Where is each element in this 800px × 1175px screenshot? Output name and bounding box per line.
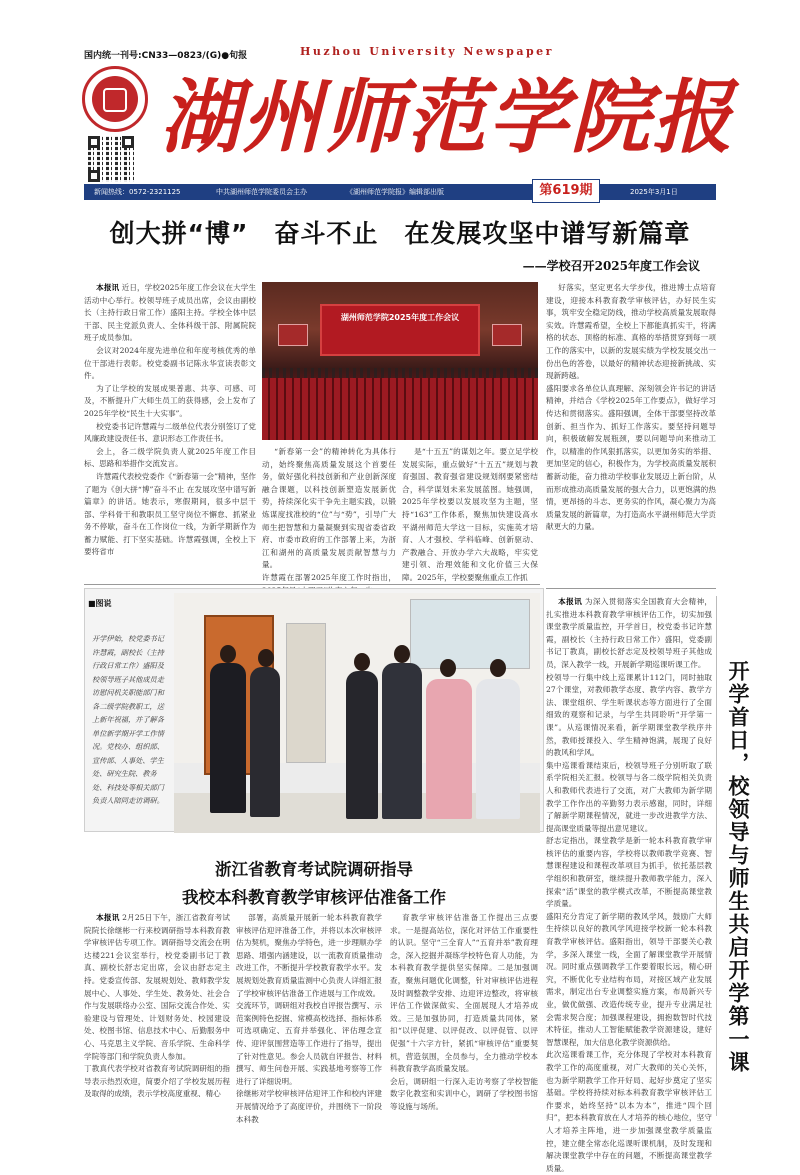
- paragraph: 许慧霞代表校党委作《“新春第一会”精神，坚作了题为《创大拼“博”奋斗不止 在发展攻坚中谱写新篇章》的讲话。她表示，寒假期间，很多中层干部、学科骨干和教职员工坚守岗位不懈怠、抓紧业务不停歇，奋斗在工作岗位一线，为新学期新作为蓄力赋能、打下坚实基础。许慧霞强调，全校上下要将省市: [84, 471, 256, 557]
- person: [346, 671, 378, 819]
- stage-banner: [320, 304, 480, 356]
- paragraph: 会上，各二级学院负责人就2025年度工作目标、思路和举措作交流发言。: [84, 446, 256, 469]
- person-head: [220, 645, 236, 663]
- person-head: [354, 653, 370, 671]
- qr-code-icon[interactable]: [88, 136, 134, 182]
- article1-col4: 好落实，坚定更名大学步伐，推进博士点培育建设，迎接本科教育教学审核评估，办好民生实事，筑牢安全稳定防线，推动学校高质量发展取得实效。许慧霞希望，全校上下都能真抓实干，将满格的状态、顶格的标准、真格的举措贯穿到每一项工作的落实中，以新的发展实绩为学校发展交出一份出色的答卷，以最好的精神状态迎接新挑战、实现新跨越。 盛阳要求各单位认真理解、深刻领会许书记的讲话精神，并结合《学校2025年工作要点》，做好学习传达和贯彻落实。盛阳强调，全体干部要坚持改革创新、担当作为、抓好工作落实。要坚持问题导向，积极破解发展瓶颈，要以问题导向来推动工作，以精准的作风狠抓落实，以更加务实的举措、更加坚定的信心，积极作为，为学校高质量发展积蓄新动能，奋力推动学校事业发展迈上新台阶，从而形成推动高质量发展的强大合力，以更饱满的热情，更昂扬的斗志、更务实的作风，凝心聚力为高质量发展的新篇章，为打造高水平湖州师范大学贡献更大的力量。: [546, 283, 716, 532]
- person: [382, 663, 422, 819]
- article1-col3: 是“十五五”的谋划之年。要立足学校发展实际，重点做好“十五五”规划与教育强国、教育强省建设规划纲要紧密结合，科学谋划未来发展蓝图。她强调，2025年学校要以发展攻坚为主题，坚持“163”工作体系，聚焦加快建设高水平湖州师范大学这一目标，实施英才培育、人才强校、学科临峰、创新驱动、产教融合、开放办学六大战略，牢实党建引领、治理效能和文化价值三大保障。2025年，学校要聚焦重点工作抓: [402, 447, 538, 582]
- issue-date: 2025年3月1日: [630, 188, 678, 196]
- divider: [716, 596, 717, 1116]
- auditorium-seats: [262, 378, 538, 440]
- article1-col2: “新春第一会”的精神转化为具体行动，始终聚焦高质量发展这个首要任务，做好强化科技创新和产业创新深度融合课题，以科技创新塑造发展新优势，持续深化实干争先主题实践，以锻炼谋度找准校的“位”与“势”，引导广大师生把智慧和力量凝聚到实现省委省政府、市委市政府的工作部署上来，为浙江和湖州的高质量发展贡献智慧与力量。 许慧霞在部署2025年度工作时指出，: [262, 447, 396, 582]
- window: [410, 599, 530, 669]
- newspaper-title: 湖州师范学院报: [160, 70, 734, 164]
- person: [476, 679, 520, 819]
- person: [250, 667, 280, 817]
- person-head: [394, 645, 410, 663]
- inner-door: [286, 623, 326, 763]
- divider: [84, 584, 540, 585]
- divider: [546, 588, 716, 589]
- visit-photo[interactable]: [174, 593, 540, 829]
- person-head: [258, 649, 274, 667]
- editor: 《湖州师范学院报》编辑部出版: [346, 188, 444, 196]
- lead-tag: 本报讯: [96, 913, 120, 922]
- paragraph: 会议对2024年度先进单位和年度考核优秀的单位干部进行表彰。校党委副书记陈永华宣读表彰文件。: [84, 345, 256, 381]
- paragraph: 为了让学校的发展成果普惠、共享、可感、可及，不断提升广大师生员工的获得感，会上发布了2025年学校“民生十大实事”。: [84, 383, 256, 418]
- lead-tag: 本报讯: [96, 283, 120, 292]
- hotline: 新闻热线：0572-2321125: [94, 188, 181, 196]
- screen-right: [492, 324, 522, 346]
- person: [210, 663, 246, 813]
- meeting-photo[interactable]: [262, 282, 538, 440]
- person-head: [440, 659, 456, 677]
- picture-section-label: ■图说: [88, 599, 112, 608]
- sponsor: 中共湖州师范学院委员会主办: [216, 188, 307, 196]
- paragraph: 校党委书记许慧霞与二级单位代表分别签订了党风廉政建设责任书、意识形态工作责任书。: [84, 421, 256, 444]
- picture-caption: 开学伊始，校党委书记许慧霞，副校长（主持行政日常工作）盛阳及校领导班子其他成员走访慰问机关职能部门和各二级学院教职工，送上新年祝福，并了解各单位新学期开学工作情况。党校办、组织部、宣传部、人事处、学生处、研究生院、教务处、科技处等相关部门负责人陪同走访调研。: [92, 634, 164, 805]
- article2-col2: 部署，高质量开展新一轮本科教育教学审核评估迎评准备工作，并将以本次审核评估为契机，聚焦办学特色，进一步理顺办学思路、增强内涵建设，以一流教育质量推动改进工作，不断提升学校教育教学水平。发展规划处教育质量监测中心负责人详细汇报了学校审核评估准备工作进展与工作成效。 交流环节，调研组对我校自评报告撰写、示范案例特色挖掘、常模高校选择、指标体系可选项确定、五育并举强化、评估理念宣传、迎评氛围营造等工作进行了指导，提出了针对性意见。参会人员就自评报告、材料撰写、师生问卷开展、实践基地考察等工作进行了详细说明。 徐继彬对学校审核评估迎评工作和校内评建开展情况给予了高度评价，并围绕下一阶段本科教: [236, 913, 382, 1124]
- headline-2-line1[interactable]: 浙江省教育考试院调研指导: [215, 860, 413, 879]
- vertical-headline[interactable]: 开学首日，校领导与师生共启开学第一课: [726, 660, 750, 1074]
- english-title: Huzhou University Newspaper: [300, 45, 554, 58]
- info-bar: [84, 184, 716, 200]
- article2-col1: [84, 912, 230, 1116]
- issn-label: 国内统一刊号:CN33—0823/(G)●旬报: [84, 51, 248, 61]
- headline-main[interactable]: 创大拼“博” 奋斗不止 在发展攻坚中谱写新篇章: [109, 219, 691, 248]
- article3-body: [546, 596, 713, 1173]
- article2-col3: 育教学审核评估准备工作提出三点要求。一是提高站位，深化对评估工作重要性的认识。坚守“三全育人”“五育并举”教育理念，深入挖掘并凝练学校特色育人功能，为本科教育教学提供坚实保障。二是加强调查，聚焦问题优化调整，针对审核评估进程及时调整教学安排、边迎评边整改，将审核评估工作做深做实、全面展现人才培养成效。三是加强协同，打造质量共同体，紧扣“以评促建、以评促改、以评促管、以评促强”十六字方针，紧抓“审核评估”重要契机，营造氛围，全员参与，全力推动学校本科教育教学高质量发展。 会后，调研组一行深入走访考察了学校智能数字化教室和实训中心，调研了学校图书馆等设施与场所。: [390, 913, 538, 1111]
- subheadline-main: ——学校召开2025年度工作会议: [522, 259, 700, 273]
- paragraph: 近日，学校2025年度工作会议在大学生活动中心举行。校领导班子成员出席，会议由副校长（主持行政日常工作）盛阳主持。学校全体中层干部、民主党派负责人、全体科级干部、附属院院班子成员参加。: [84, 283, 257, 343]
- stage-banner-title: 湖州师范学院2025年度工作会议: [340, 313, 460, 322]
- article3-text: 为深入贯彻落实全国教育大会精神，扎实推进本科教育教学审核评估工作，切实加强课堂教学质量监控，开学首日，校党委书记许慧霞，副校长（主持行政日常工作）盛阳，党委副书记丁教真，副校长舒志定及校领导班子其他成员，深入教学一线，开展新学期巡课听课工作。 校领导一行集中线上巡课累计112门，同时抽取27个课堂，对教师教学态度、教学内容、教学方法、课堂组织、学生听课状态等方面进行了全面细致的观察和记录，与学生共同聆听“开学第一课”。从巡课情况来看，新学期课堂教学秩序井然，教师授课投入、学生精神饱满，展现了良好的教风和学风。 集中巡课看课结束后，校领导班子分别听取了联系学院相关汇报。校领导与各二级学院相关负责人和教师代表进行了交流，对广大教师为新学期教学工作作出的辛勤努力表示感谢，同时，详细了解新学期课程情况，就进一步改进教学方法、提高课堂质量等提出意见建议。 舒志定指出，课堂教学是新一轮本科教育教学审核评估的重要内容，学校将以教师教学竞赛、智慧课程建设和课程改革项目为抓手，依托基层教学组织和教研室，继续提升教师教学能力，深入探索“活”课堂的教学模式改革，不断提高课堂教学质量。 盛阳充分肯定了新学期的教风学风，鼓励广大师生持续以良好的教风学风迎接学校新一轮本科教育教学审核评估。盛阳指出，领导干部要关心教学，多深入课堂一线，全面了解课堂教学开展情况。同时重点强调教学工作要着眼长远，精心研究，不断优化专业结构布局，对接区域产业发展需求，制定出台专业调整实施方案，布局新兴专业，做优做强、改造传统专业，提升专业满足社会需求契合度；加强课程建设，拥抱数智时代技术特征，推动人工智能赋能教学资源建设，建好智慧课程，加大信息化教学资源供给。 此次巡课看课工作，充分体现了学校对本科教育教学工作的高度重视，对广大教师的关心关怀，也为新学期教学工作开好局、起好步奠定了坚实基础。学校将持续对标本科教育教学审核评估工作要求，始终坚持“以本为本”，推进“四个回归”，把本科教育放在人才培养的核心地位，坚守人才培养主阵地，进一步加强课堂教学质量监控，建立健全常态化巡课听课机制，及时发现和解决课堂教学中存在的问题，不断提高课堂教学质量。: [546, 597, 713, 1173]
- university-seal-icon: [82, 66, 148, 132]
- person-head: [490, 659, 506, 677]
- lead-tag: 本报讯: [558, 597, 583, 606]
- person: [426, 679, 472, 819]
- screen-left: [278, 324, 308, 346]
- article1-col1: [84, 282, 256, 580]
- article2-col1-text: 2月25日下午，浙江省教育考试院院长徐继彬一行来校调研指导本科教育教学审核评估专项工作。调研指导交流会在明达楼221会议室举行，校党委副书记丁教真、副校长舒志定出席，会议由舒志定主持。党委宣传部、发展规划处、教师教学发展中心、人事处、学生处、教务处、社会合作与发展联络办公室、国际交流合作处、实验建设与管理处、计划财务处、校园建设处、校图书馆、信息技术中心、后勤服务中心、马克思主义学院、音乐学院、生命科学学院等部门和学院负责人参加。 丁教真代表学校对省教育考试院调研组的指导表示热烈欢迎，简要介绍了学校发展历程及取得的成绩，表示学校高度重视、精心: [84, 913, 231, 1099]
- headline-2-line2[interactable]: 我校本科教育教学审核评估准备工作: [182, 888, 446, 907]
- issue-number: 第619期: [532, 179, 600, 203]
